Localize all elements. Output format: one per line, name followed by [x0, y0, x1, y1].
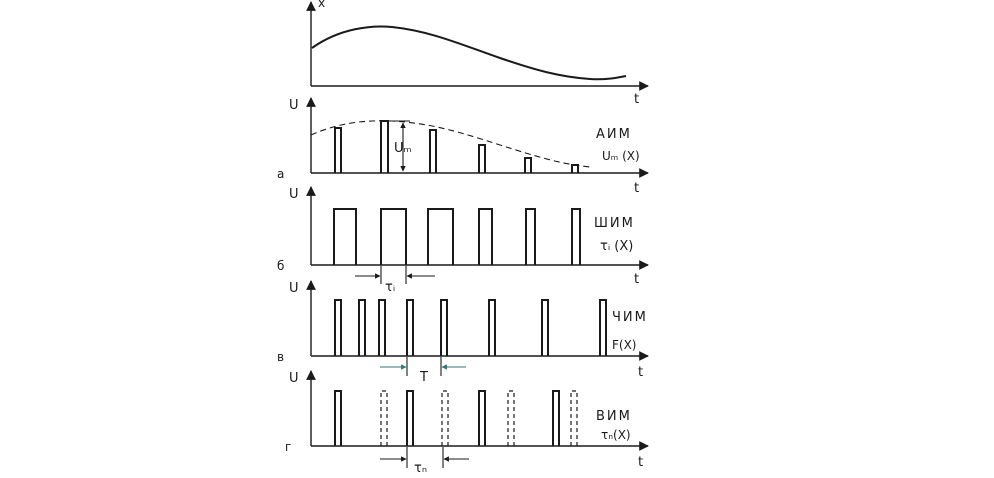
vim-x-axis-label: t [638, 455, 644, 470]
vim-modulated-parameter: τₙ(X) [601, 428, 631, 442]
aim-panel-letter: а [277, 167, 285, 181]
aim-pulse [381, 121, 388, 173]
vim-panel-letter: г [285, 440, 292, 454]
chim-y-axis-label: U [289, 281, 299, 296]
chim-modulation-name: ЧИМ [612, 310, 648, 325]
chim-pulse [359, 300, 365, 356]
chim-pulse [542, 300, 548, 356]
vim-clock-position [508, 391, 514, 446]
vim-pulse [553, 391, 559, 446]
chim-panel-letter: в [277, 350, 285, 364]
chim-pulse [600, 300, 606, 356]
shim-pulse [526, 209, 535, 265]
signal-curve [312, 26, 626, 79]
chim-modulated-parameter: F(X) [612, 338, 637, 352]
shim-x-axis-label: t [634, 272, 640, 287]
shim-pulse [428, 209, 453, 265]
vim-modulation-name: ВИМ [596, 409, 632, 424]
shim-pulse [572, 209, 580, 265]
chim-pulse [379, 300, 385, 356]
aim-pulse [525, 158, 531, 173]
vim-clock-position [571, 391, 577, 446]
vim-panel [285, 371, 648, 476]
aim-amplitude-label: Uₘ [394, 141, 412, 156]
aim-pulse [572, 165, 578, 173]
aim-y-axis-label: U [289, 98, 299, 113]
aim-panel [277, 98, 648, 196]
vim-pulse [479, 391, 485, 446]
chim-pulse [335, 300, 341, 356]
aim-pulse [479, 145, 485, 173]
chim-panel [277, 281, 648, 385]
chim-pulse [441, 300, 447, 356]
chim-pulse [489, 300, 495, 356]
shim-y-axis-label: U [289, 187, 299, 202]
signal-panel [311, 0, 648, 107]
shim-pulse [381, 209, 406, 265]
vim-clock-position [381, 391, 387, 446]
vim-pulse [407, 391, 413, 446]
chim-period-label: T [420, 370, 428, 385]
aim-envelope [311, 121, 590, 167]
shim-panel-letter: б [277, 259, 285, 273]
vim-pulse [335, 391, 341, 446]
chim-x-axis-label: t [638, 365, 644, 380]
signal-y-axis-label: x [318, 0, 326, 10]
aim-pulse [430, 130, 436, 173]
shim-modulated-parameter: τᵢ (X) [600, 239, 634, 254]
shim-pulse [479, 209, 492, 265]
shim-width-label: τᵢ [385, 280, 396, 295]
shim-panel [277, 187, 648, 295]
aim-x-axis-label: t [634, 181, 640, 196]
chim-pulse [407, 300, 413, 356]
aim-pulse [335, 128, 341, 173]
aim-modulated-parameter: Uₘ (X) [602, 149, 640, 163]
signal-x-axis-label: t [634, 92, 640, 107]
shim-pulse [334, 209, 356, 265]
vim-clock-position [442, 391, 448, 446]
shim-modulation-name: ШИМ [594, 216, 635, 231]
aim-modulation-name: АИМ [596, 127, 632, 142]
vim-y-axis-label: U [289, 371, 299, 386]
vim-shift-label: τₙ [414, 461, 428, 476]
